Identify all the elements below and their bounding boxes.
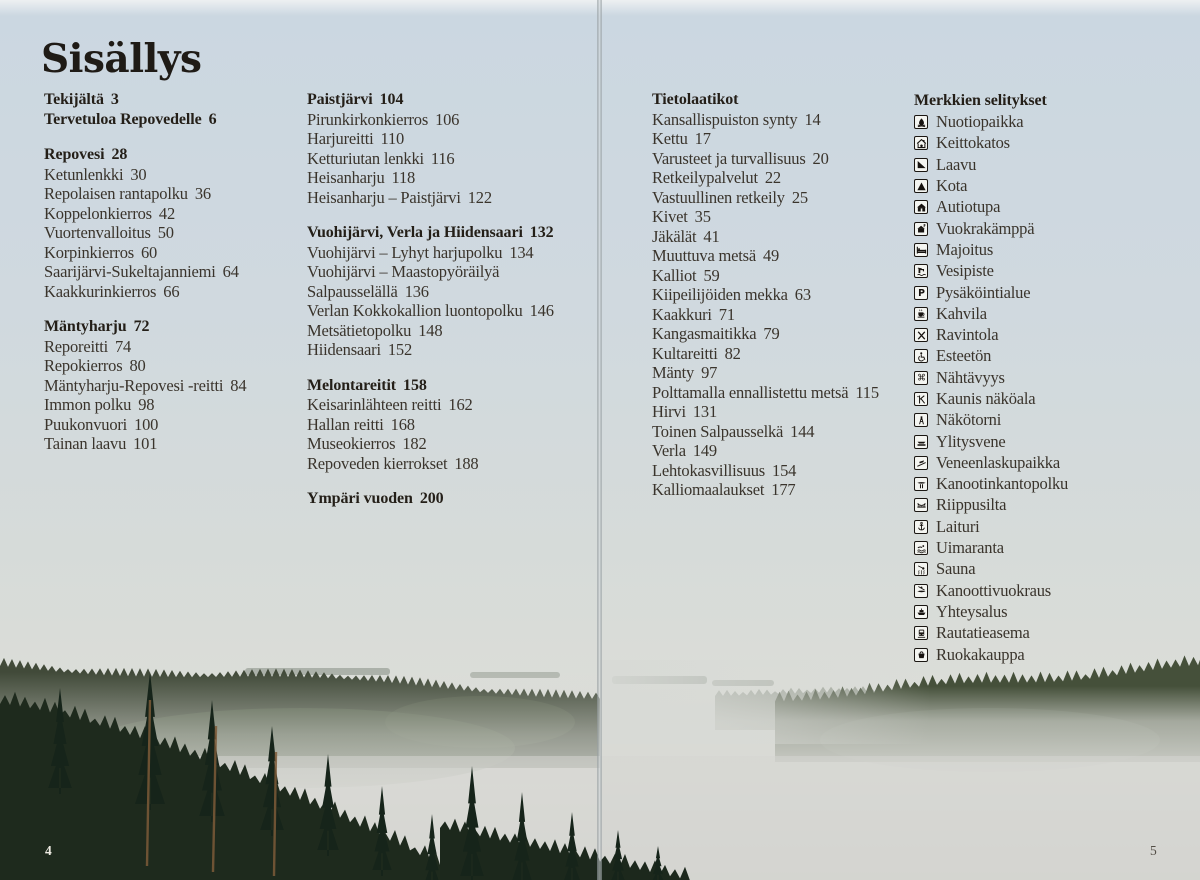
toc-entry-page-number: 154 bbox=[772, 460, 797, 480]
toc-entry bbox=[307, 129, 587, 149]
toc-entry-label: Keisarinlähteen reitti bbox=[307, 395, 442, 414]
toc-entry-page-number: 115 bbox=[855, 382, 879, 402]
legend-item-label: Rautatieasema bbox=[936, 623, 1030, 643]
railway-station-icon bbox=[914, 626, 928, 640]
toc-column-3 bbox=[652, 90, 902, 500]
toc-entry-label: Mänty bbox=[652, 363, 695, 382]
toc-entry bbox=[652, 363, 902, 383]
toc-entry-page-number: 79 bbox=[763, 324, 780, 343]
toc-entry-label: Salpausselällä bbox=[307, 281, 398, 301]
toc-entry-page-number: 152 bbox=[387, 340, 413, 359]
kota-icon bbox=[914, 179, 928, 193]
toc-entry-label: Repoveden kierrokset bbox=[307, 453, 448, 473]
toc-entry bbox=[307, 149, 587, 169]
legend-item-label: Kota bbox=[936, 176, 968, 196]
parking-icon bbox=[914, 286, 928, 300]
toc-entry-page-number: 134 bbox=[509, 242, 534, 262]
canoe-portage-icon bbox=[914, 477, 928, 491]
legend-column bbox=[914, 90, 1179, 665]
toc-entry-label: Kalliomaalaukset bbox=[652, 480, 765, 499]
toc-entry-label: Verlan Kokkokallion luontopolku bbox=[307, 301, 523, 320]
toc-entry-label: Tervetuloa Repovedelle bbox=[44, 110, 202, 128]
toc-entry bbox=[652, 266, 902, 286]
toc-entry-label: Kalliot bbox=[652, 265, 697, 285]
toc-entry-page-number: 97 bbox=[701, 363, 718, 382]
toc-entry-label: Pirunkirkonkierros bbox=[307, 109, 429, 129]
toc-entry bbox=[307, 340, 587, 360]
toc-entry-page-number: 177 bbox=[771, 480, 796, 499]
toc-entry bbox=[44, 395, 299, 415]
toc-entry-label: Harjureitti bbox=[307, 129, 374, 148]
legend-item-label: Uimaranta bbox=[936, 538, 1004, 558]
toc-entry bbox=[44, 223, 299, 243]
toc-gap bbox=[307, 207, 587, 223]
pier-icon bbox=[914, 520, 928, 534]
legend-item bbox=[914, 516, 1179, 537]
legend-item bbox=[914, 474, 1179, 495]
legend-item bbox=[914, 346, 1179, 367]
ferry-icon bbox=[914, 605, 928, 619]
toc-entry-label: Muuttuva metsä bbox=[652, 246, 756, 265]
toc-entry bbox=[652, 305, 902, 325]
toc-entry-label: Kaakkurinkierros bbox=[44, 281, 157, 301]
toc-section-heading bbox=[307, 489, 587, 509]
legend-item bbox=[914, 175, 1179, 196]
toc-entry-label: Ympäri vuoden bbox=[307, 490, 413, 507]
toc-entry-label: Verla bbox=[652, 441, 686, 460]
legend-item bbox=[914, 601, 1179, 622]
toc-entry bbox=[44, 337, 299, 357]
toc-entry-page-number: 72 bbox=[133, 318, 150, 335]
toc-entry-page-number: 131 bbox=[692, 402, 717, 421]
toc-entry-label: Melontareitit bbox=[307, 376, 397, 394]
toc-entry bbox=[652, 188, 902, 208]
grocery-store-icon bbox=[914, 648, 928, 662]
toc-entry-page-number: 63 bbox=[794, 285, 811, 304]
legend-item bbox=[914, 431, 1179, 452]
campfire-icon bbox=[914, 115, 928, 129]
toc-entry-label: Repolaisen rantapolku bbox=[44, 184, 188, 203]
toc-entry-label: Hirvi bbox=[652, 402, 686, 421]
toc-entry-label: Polttamalla ennallistettu metsä bbox=[652, 382, 849, 402]
legend-item-label: Autiotupa bbox=[936, 197, 1001, 217]
toc-entry bbox=[44, 204, 299, 224]
toc-gap bbox=[307, 473, 587, 489]
toc-entry bbox=[652, 246, 902, 266]
toc-entry-label: Tietolaatikot bbox=[652, 91, 739, 108]
toc-entry-label: Puukonvuori bbox=[44, 414, 128, 434]
toc-entry bbox=[652, 285, 902, 305]
toc-entry bbox=[307, 415, 587, 435]
legend-item bbox=[914, 133, 1179, 154]
sight-icon bbox=[914, 371, 928, 385]
toc-section-heading bbox=[44, 145, 299, 165]
toc-entry-label: Lehtokasvillisuus bbox=[652, 460, 766, 480]
accessible-icon bbox=[914, 349, 928, 363]
toc-entry bbox=[307, 168, 587, 188]
legend-item-label: Kahvila bbox=[936, 303, 987, 323]
cooking-shelter-icon bbox=[914, 136, 928, 150]
toc-entry-page-number: 110 bbox=[380, 129, 405, 148]
toc-entry-label: Mäntyharju-Repovesi -reitti bbox=[44, 375, 224, 395]
legend-item bbox=[914, 324, 1179, 345]
legend-item-label: Kanoottivuokraus bbox=[936, 580, 1052, 600]
toc-entry bbox=[307, 262, 587, 282]
page-title: Sisällys bbox=[41, 36, 202, 82]
toc-entry-label: Vastuullinen retkeily bbox=[652, 187, 785, 207]
toc-entry-page-number: 144 bbox=[790, 421, 815, 441]
legend-item-label: Ravintola bbox=[936, 325, 999, 345]
legend-item-label: Laavu bbox=[936, 154, 977, 174]
legend-item bbox=[914, 261, 1179, 282]
toc-entry-page-number: 188 bbox=[454, 453, 479, 473]
toc-gap bbox=[307, 360, 587, 376]
toc-entry-page-number: 148 bbox=[418, 320, 443, 340]
legend-item-label: Yhteysalus bbox=[936, 601, 1008, 621]
toc-entry bbox=[44, 376, 299, 396]
toc-entry-page-number: 64 bbox=[222, 262, 239, 281]
legend-item-label: Laituri bbox=[936, 516, 980, 536]
toc-entry-page-number: 50 bbox=[157, 223, 174, 242]
toc-gap bbox=[44, 129, 299, 145]
lean-to-icon bbox=[914, 158, 928, 172]
legend-item-label: Riippusilta bbox=[936, 495, 1007, 515]
legend-item-label: Majoitus bbox=[936, 239, 994, 259]
toc-entry bbox=[652, 227, 902, 247]
legend-item-label: Keittokatos bbox=[936, 133, 1010, 153]
legend-item-label: Näkötorni bbox=[936, 410, 1002, 430]
toc-entry bbox=[652, 402, 902, 422]
toc-entry-page-number: 162 bbox=[448, 395, 473, 414]
toc-entry bbox=[44, 184, 299, 204]
toc-entry-label: Ketturiutan lenkki bbox=[307, 148, 424, 168]
toc-entry-label: Tekijältä bbox=[44, 91, 104, 108]
toc-entry bbox=[652, 324, 902, 344]
swimming-beach-icon bbox=[914, 541, 928, 555]
toc-entry-label: Saarijärvi-Sukeltajanniemi bbox=[44, 262, 216, 281]
toc-entry bbox=[307, 434, 587, 454]
toc-entry-page-number: 17 bbox=[694, 129, 711, 148]
toc-entry-page-number: 6 bbox=[208, 110, 217, 128]
toc-entry-label: Kiipeilijöiden mekka bbox=[652, 285, 788, 304]
page-number-right: 5 bbox=[1150, 843, 1157, 858]
toc-entry-page-number: 101 bbox=[133, 434, 158, 453]
toc-entry-page-number: 71 bbox=[718, 304, 735, 324]
legend-item-label: Vesipiste bbox=[936, 261, 994, 281]
toc-entry-page-number: 118 bbox=[391, 168, 416, 187]
toc-entry-page-number: 20 bbox=[812, 148, 829, 168]
toc-entry bbox=[307, 395, 587, 415]
legend-item bbox=[914, 623, 1179, 644]
toc-entry bbox=[652, 383, 902, 403]
toc-entry-page-number: 80 bbox=[129, 356, 146, 375]
toc-entry-page-number: 182 bbox=[402, 434, 427, 453]
toc-entry-label: Repokierros bbox=[44, 356, 123, 375]
legend-item bbox=[914, 644, 1179, 665]
toc-entry-label: Kaakkuri bbox=[652, 304, 712, 324]
toc-entry-label: Kansallispuiston synty bbox=[652, 109, 798, 129]
toc-entry-label: Vuortenvalloitus bbox=[44, 223, 151, 242]
toc-entry-label: Vuohijärvi – Lyhyt harjupolku bbox=[307, 242, 503, 262]
toc-entry-label: Korpinkierros bbox=[44, 242, 134, 262]
legend-item bbox=[914, 367, 1179, 388]
toc-entry-label: Retkeilypalvelut bbox=[652, 168, 758, 187]
toc-entry bbox=[652, 422, 902, 442]
restaurant-icon bbox=[914, 328, 928, 342]
toc-entry bbox=[652, 344, 902, 364]
toc-entry-page-number: 59 bbox=[703, 265, 720, 285]
legend-heading: Merkkien selitykset bbox=[914, 92, 1047, 109]
toc-entry-page-number: 106 bbox=[435, 109, 460, 129]
svg-text:P: P bbox=[917, 287, 925, 299]
toc-entry bbox=[652, 149, 902, 169]
toc-entry-label: Hallan reitti bbox=[307, 414, 384, 434]
bed-icon bbox=[914, 243, 928, 257]
toc-entry-page-number: 66 bbox=[163, 281, 180, 301]
toc-entry bbox=[307, 110, 587, 130]
toc-entry-page-number: 116 bbox=[430, 148, 455, 168]
toc-entry-label: Kultareitti bbox=[652, 343, 718, 363]
legend-item-label: Veneenlaskupaikka bbox=[936, 452, 1060, 472]
toc-entry-page-number: 49 bbox=[762, 246, 780, 265]
legend-item bbox=[914, 239, 1179, 260]
toc-entry-label: Ketunlenkki bbox=[44, 164, 124, 184]
legend-item bbox=[914, 559, 1179, 580]
cafe-icon bbox=[914, 307, 928, 321]
toc-entry-page-number: 36 bbox=[194, 184, 211, 203]
toc-entry-label: Metsätietopolku bbox=[307, 320, 412, 340]
toc-entry-page-number: 136 bbox=[404, 281, 429, 301]
toc-entry bbox=[652, 110, 902, 130]
toc-entry-page-number: 146 bbox=[529, 301, 554, 320]
toc-entry-page-number: 132 bbox=[529, 224, 554, 241]
toc-entry-page-number: 3 bbox=[110, 91, 119, 108]
page-number-left: 4 bbox=[45, 843, 52, 858]
toc-entry-page-number: 168 bbox=[390, 414, 415, 434]
boat-launch-icon bbox=[914, 456, 928, 470]
page-gutter bbox=[597, 0, 601, 880]
suspension-bridge-icon bbox=[914, 498, 928, 512]
lookout-tower-icon bbox=[914, 413, 928, 427]
legend-item bbox=[914, 282, 1179, 303]
legend-item-label: Ylitysvene bbox=[936, 431, 1006, 451]
legend-item-label: Kanootinkantopolku bbox=[936, 474, 1069, 494]
toc-entry-label: Jäkälät bbox=[652, 226, 697, 246]
toc-column-2 bbox=[307, 90, 587, 509]
toc-entry bbox=[307, 188, 587, 208]
legend-item-label: Vuokrakämppä bbox=[936, 218, 1035, 238]
toc-entry-page-number: 104 bbox=[379, 91, 404, 108]
legend-item-label: Kaunis näköala bbox=[936, 389, 1036, 408]
legend-item bbox=[914, 580, 1179, 601]
toc-entry bbox=[307, 454, 587, 474]
toc-entry-page-number: 122 bbox=[467, 187, 492, 207]
toc-entry-label: Varusteet ja turvallisuus bbox=[652, 148, 806, 168]
legend-item-label: Nähtävyys bbox=[936, 367, 1005, 387]
legend-item bbox=[914, 388, 1179, 409]
toc-entry-page-number: 35 bbox=[694, 207, 711, 226]
legend-item bbox=[914, 303, 1179, 324]
toc-entry-label: Heisanharju bbox=[307, 168, 385, 187]
toc-entry-page-number: 14 bbox=[804, 109, 821, 129]
toc-entry-page-number: 100 bbox=[134, 414, 159, 434]
toc-entry-label: Kettu bbox=[652, 129, 688, 148]
toc-entry-label: Koppelonkierros bbox=[44, 203, 152, 223]
toc-entry-label: Hiidensaari bbox=[307, 340, 381, 359]
rental-cabin-icon bbox=[914, 222, 928, 236]
toc-entry bbox=[44, 282, 299, 302]
toc-entry bbox=[44, 434, 299, 454]
legend-item bbox=[914, 410, 1179, 431]
toc-entry-page-number: 42 bbox=[158, 203, 176, 223]
toc-entry-label: Vuohijärvi – Maastopyöräilyä bbox=[307, 262, 500, 281]
toc-entry-page-number: 25 bbox=[791, 187, 808, 207]
toc-entry-page-number: 84 bbox=[230, 375, 247, 395]
toc-entry-label: Repovesi bbox=[44, 146, 105, 163]
legend-item-label: Sauna bbox=[936, 559, 976, 579]
toc-entry bbox=[44, 356, 299, 376]
toc-entry-page-number: 149 bbox=[692, 441, 717, 460]
toc-entry bbox=[652, 441, 902, 461]
toc-entry bbox=[652, 168, 902, 188]
toc-entry bbox=[307, 282, 587, 302]
toc-entry bbox=[652, 207, 902, 227]
toc-entry-label: Kangasmaitikka bbox=[652, 324, 757, 343]
legend-item-label: Esteetön bbox=[936, 346, 992, 366]
toc-column-1 bbox=[44, 90, 299, 454]
svg-text:⌘: ⌘ bbox=[916, 373, 926, 384]
toc-entry-page-number: 30 bbox=[130, 164, 147, 184]
legend-item-label: Nuotiopaikka bbox=[936, 112, 1024, 132]
toc-entry bbox=[307, 301, 587, 321]
toc-entry-label: Heisanharju – Paistjärvi bbox=[307, 187, 461, 207]
toc-section-heading bbox=[652, 90, 902, 110]
toc-entry-page-number: 28 bbox=[111, 146, 128, 163]
toc-entry-label: Immon polku bbox=[44, 395, 132, 414]
legend-item bbox=[914, 154, 1179, 175]
toc-entry-label: Museokierros bbox=[307, 434, 396, 453]
toc-section-heading bbox=[307, 90, 587, 110]
toc-entry-page-number: 158 bbox=[403, 376, 427, 394]
toc-entry-page-number: 98 bbox=[138, 395, 155, 414]
toc-section-heading bbox=[307, 223, 587, 243]
toc-section-heading bbox=[307, 376, 587, 396]
legend-item bbox=[914, 218, 1179, 239]
toc-entry bbox=[44, 165, 299, 185]
toc-entry-label: Tainan laavu bbox=[44, 434, 127, 453]
sauna-icon bbox=[914, 562, 928, 576]
toc-entry-page-number: 74 bbox=[114, 336, 132, 356]
toc-entry-page-number: 60 bbox=[140, 242, 158, 262]
canoe-rental-icon bbox=[914, 584, 928, 598]
open-hut-icon bbox=[914, 200, 928, 214]
toc-entry-label: Toinen Salpausselkä bbox=[652, 421, 784, 441]
toc-gap bbox=[44, 301, 299, 317]
toc-section-heading bbox=[44, 110, 299, 130]
legend-item bbox=[914, 452, 1179, 473]
toc-entry bbox=[44, 262, 299, 282]
toc-entry-label: Reporeitti bbox=[44, 336, 108, 356]
toc-entry-page-number: 41 bbox=[703, 226, 720, 246]
toc-entry-page-number: 200 bbox=[419, 490, 444, 507]
toc-entry bbox=[307, 321, 587, 341]
toc-entry-page-number: 82 bbox=[724, 343, 741, 363]
water-point-icon bbox=[914, 264, 928, 278]
toc-entry-label: Kivet bbox=[652, 207, 688, 226]
toc-entry bbox=[44, 415, 299, 435]
crossing-boat-icon bbox=[914, 435, 928, 449]
legend-item-label: Pysäköintialue bbox=[936, 282, 1031, 302]
toc-entry bbox=[652, 129, 902, 149]
legend-item-label: Ruokakauppa bbox=[936, 644, 1025, 664]
scenic-view-icon bbox=[914, 392, 928, 406]
legend-item bbox=[914, 112, 1179, 133]
legend-item bbox=[914, 495, 1179, 516]
toc-entry bbox=[307, 243, 587, 263]
toc-entry bbox=[44, 243, 299, 263]
toc-entry-label: Vuohijärvi, Verla ja Hiidensaari bbox=[307, 224, 523, 241]
toc-section-heading bbox=[44, 90, 299, 110]
legend-item bbox=[914, 197, 1179, 218]
toc-entry bbox=[652, 480, 902, 500]
legend-item bbox=[914, 537, 1179, 558]
toc-entry bbox=[652, 461, 902, 481]
toc-entry-page-number: 22 bbox=[764, 168, 781, 187]
toc-section-heading bbox=[44, 317, 299, 337]
toc-entry-label: Paistjärvi bbox=[307, 91, 373, 108]
toc-entry-label: Mäntyharju bbox=[44, 318, 127, 335]
